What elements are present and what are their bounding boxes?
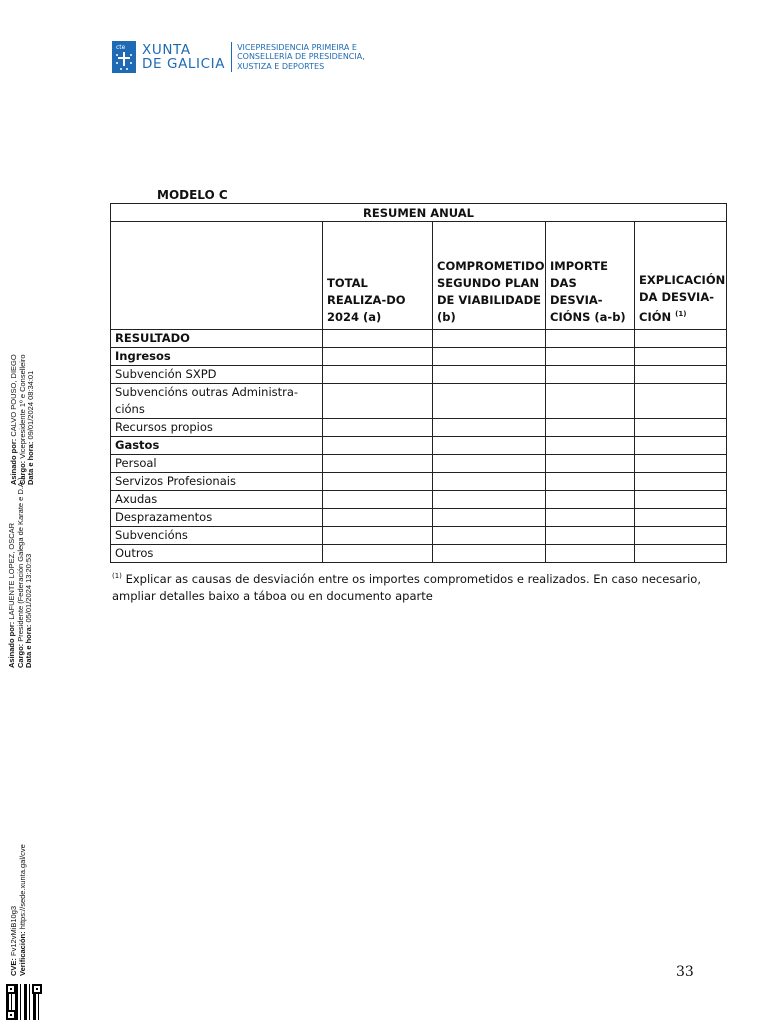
value-cell bbox=[323, 384, 433, 419]
value-cell bbox=[433, 366, 546, 384]
value-cell bbox=[635, 527, 727, 545]
value-cell bbox=[546, 509, 635, 527]
row-label: Gastos bbox=[111, 437, 323, 455]
row-label: Ingresos bbox=[111, 348, 323, 366]
row-label: Persoal bbox=[111, 455, 323, 473]
row-label: Outros bbox=[111, 545, 323, 563]
value-cell bbox=[433, 437, 546, 455]
annual-summary-table bbox=[110, 203, 727, 563]
value-cell bbox=[323, 527, 433, 545]
table-row bbox=[111, 437, 727, 455]
value-cell bbox=[635, 437, 727, 455]
emblem-text: cte bbox=[116, 44, 126, 51]
signature-block-calvo: Asinado por: CALVO POUSO, DIEGO Cargo: Vicepresidente 1º e Conselleiro Data e hora: 09/01/2024 08:34:01 bbox=[9, 354, 35, 485]
value-cell bbox=[323, 455, 433, 473]
value-cell bbox=[546, 491, 635, 509]
row-label: Servizos Profesionais bbox=[111, 473, 323, 491]
value-cell bbox=[635, 491, 727, 509]
row-label: Axudas bbox=[111, 491, 323, 509]
qr-code-icon bbox=[6, 984, 42, 1020]
table-row bbox=[111, 527, 727, 545]
table-row bbox=[111, 330, 727, 348]
table-row bbox=[111, 348, 727, 366]
header-comprometido: COMPROMETIDO SEGUNDO PLAN DE VIABILIDADE (b) bbox=[433, 222, 546, 330]
value-cell bbox=[546, 366, 635, 384]
table-row bbox=[111, 455, 727, 473]
table-title: RESUMEN ANUAL bbox=[111, 204, 727, 222]
value-cell bbox=[635, 348, 727, 366]
xunta-logo bbox=[112, 40, 365, 74]
value-cell bbox=[323, 473, 433, 491]
value-cell bbox=[433, 545, 546, 563]
table-row bbox=[111, 366, 727, 384]
value-cell bbox=[635, 330, 727, 348]
value-cell bbox=[433, 473, 546, 491]
model-title: MODELO C bbox=[157, 188, 228, 202]
value-cell bbox=[546, 455, 635, 473]
value-cell bbox=[323, 348, 433, 366]
value-cell bbox=[635, 384, 727, 419]
header-explicacion: EXPLICACIÓN DA DESVIA-CIÓN $^{(1)}$ bbox=[635, 222, 727, 330]
value-cell bbox=[635, 419, 727, 437]
table-row bbox=[111, 491, 727, 509]
table-row bbox=[111, 545, 727, 563]
brand-name: XUNTA DE GALICIA bbox=[142, 42, 226, 72]
value-cell bbox=[546, 419, 635, 437]
table-row bbox=[111, 473, 727, 491]
xunta-emblem-icon bbox=[112, 41, 136, 73]
value-cell bbox=[546, 545, 635, 563]
footnote-marker: (1) bbox=[112, 572, 122, 580]
value-cell bbox=[635, 455, 727, 473]
header-total-realizado: TOTAL REALIZA-DO 2024 (a) bbox=[323, 222, 433, 330]
signature-block-lafuente: Asinado por: LAFUENTE LOPEZ, OSCAR Cargo: Presidente (Federación Galega de Karate e D.A.) Data e hora: 05/01/2024 13:20:53 bbox=[7, 477, 33, 668]
value-cell bbox=[323, 437, 433, 455]
header-empty-cell bbox=[111, 222, 323, 330]
row-label: Desprazamentos bbox=[111, 509, 323, 527]
row-label: Recursos propios bbox=[111, 419, 323, 437]
table-row bbox=[111, 419, 727, 437]
header-importe-desviacions: IMPORTE DAS DESVIA-CIÓNS (a-b) bbox=[546, 222, 635, 330]
value-cell bbox=[635, 545, 727, 563]
value-cell bbox=[323, 545, 433, 563]
brand-divider bbox=[231, 42, 232, 72]
value-cell bbox=[546, 348, 635, 366]
row-label: RESULTADO bbox=[111, 330, 323, 348]
page-number: 33 bbox=[676, 964, 694, 980]
value-cell bbox=[546, 527, 635, 545]
value-cell bbox=[323, 491, 433, 509]
value-cell bbox=[323, 509, 433, 527]
value-cell bbox=[323, 330, 433, 348]
value-cell bbox=[433, 348, 546, 366]
value-cell bbox=[546, 384, 635, 419]
value-cell bbox=[433, 455, 546, 473]
value-cell bbox=[433, 527, 546, 545]
value-cell bbox=[433, 509, 546, 527]
footnote-text: Explicar as causas de desviación entre os importes comprometidos e realizados. En caso necesario, ampliar detalles baixo a táboa ou en documento aparte bbox=[112, 571, 701, 603]
table-row bbox=[111, 509, 727, 527]
value-cell bbox=[546, 437, 635, 455]
verification-block: CVE: Fv12vMiB10g3 Verificación: https://sede.xunta.gal/cve bbox=[9, 844, 27, 976]
value-cell bbox=[433, 491, 546, 509]
value-cell bbox=[323, 366, 433, 384]
row-label: Subvencións bbox=[111, 527, 323, 545]
value-cell bbox=[433, 419, 546, 437]
department-name: VICEPRESIDENCIA PRIMEIRA E CONSELLERÍA DE PRESIDENCIA, XUSTIZA E DEPORTES bbox=[237, 42, 365, 71]
footnote bbox=[112, 568, 712, 605]
value-cell bbox=[433, 384, 546, 419]
value-cell bbox=[635, 473, 727, 491]
value-cell bbox=[635, 366, 727, 384]
value-cell bbox=[323, 419, 433, 437]
value-cell bbox=[546, 473, 635, 491]
value-cell bbox=[546, 330, 635, 348]
row-label: Subvencións outras Administra-cións bbox=[111, 384, 323, 419]
value-cell bbox=[635, 509, 727, 527]
table-row bbox=[111, 384, 727, 419]
value-cell bbox=[433, 330, 546, 348]
row-label: Subvención SXPD bbox=[111, 366, 323, 384]
